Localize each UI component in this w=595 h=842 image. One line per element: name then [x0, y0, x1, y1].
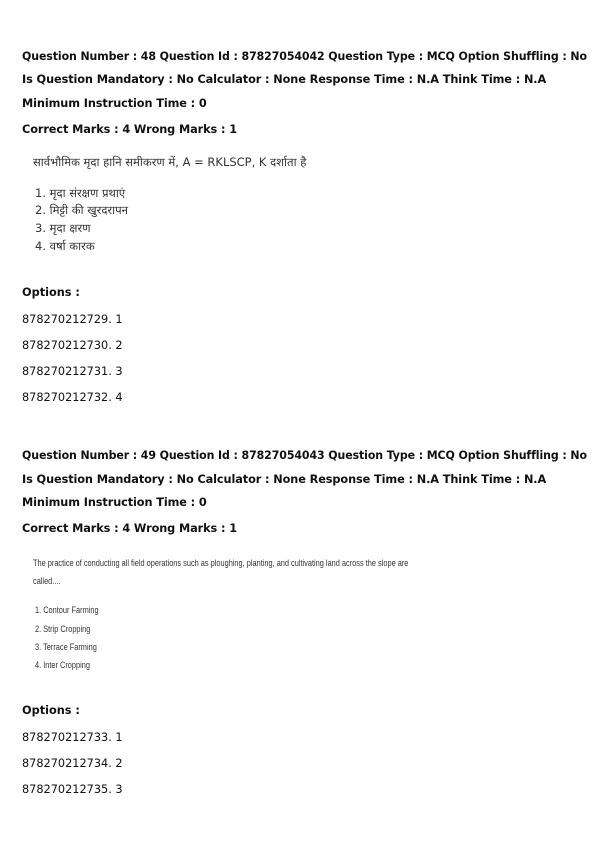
- question-49-option-id-3: 878270212735. 3: [22, 783, 123, 796]
- question-49-choice-4: 4. Inter Cropping: [35, 660, 90, 670]
- question-49-text-line1: The practice of conducting all field operations such as ploughing, planting, and cultivating land across the slope are: [33, 558, 409, 568]
- question-49-meta-line1: Question Number : 49 Question Id : 87827054043 Question Type : MCQ Option Shuffling : No: [22, 449, 587, 462]
- question-48-option-id-1: 878270212729. 1: [22, 313, 123, 326]
- question-48-option-id-2: 878270212730. 2: [22, 339, 123, 352]
- question-48-meta-line2: Is Question Mandatory : No Calculator : None Response Time : N.A Think Time : N.A: [22, 73, 547, 86]
- question-48-choice-4: 4. वर्षा कारक: [35, 239, 95, 253]
- question-49-text-line2: called....: [33, 576, 61, 586]
- question-48-choice-3: 3. मृदा क्षरण: [35, 221, 91, 235]
- question-48-marks: Correct Marks : 4 Wrong Marks : 1: [22, 123, 238, 136]
- question-48-choice-2: 2. मिट्टी की खुरदरापन: [35, 203, 129, 217]
- question-49-choice-3: 3. Terrace Farming: [35, 642, 97, 652]
- question-48-choice-1: 1. मृदा संरक्षण प्रथाएं: [35, 186, 126, 200]
- question-48-option-id-4: 878270212732. 4: [22, 391, 123, 404]
- question-49-options-label: Options :: [22, 704, 80, 717]
- question-49-meta-line2: Is Question Mandatory : No Calculator : None Response Time : N.A Think Time : N.A: [22, 473, 547, 486]
- question-49-option-id-2: 878270212734. 2: [22, 757, 123, 770]
- question-48-text: सार्वभौमिक मृदा हानि समीकरण में, A = RKLSCP, K दर्शाता है: [33, 155, 307, 169]
- question-49-choice-2: 2. Strip Cropping: [35, 624, 91, 634]
- question-48-meta-line1: Question Number : 48 Question Id : 87827054042 Question Type : MCQ Option Shuffling : No: [22, 50, 587, 63]
- question-48-meta-line3: Minimum Instruction Time : 0: [22, 97, 207, 110]
- question-49-meta-line3: Minimum Instruction Time : 0: [22, 496, 207, 509]
- question-49-option-id-1: 878270212733. 1: [22, 731, 123, 744]
- question-49-choice-1: 1. Contour Farming: [35, 605, 99, 615]
- question-48-options-label: Options :: [22, 286, 80, 299]
- question-48-option-id-3: 878270212731. 3: [22, 365, 123, 378]
- question-49-marks: Correct Marks : 4 Wrong Marks : 1: [22, 522, 238, 535]
